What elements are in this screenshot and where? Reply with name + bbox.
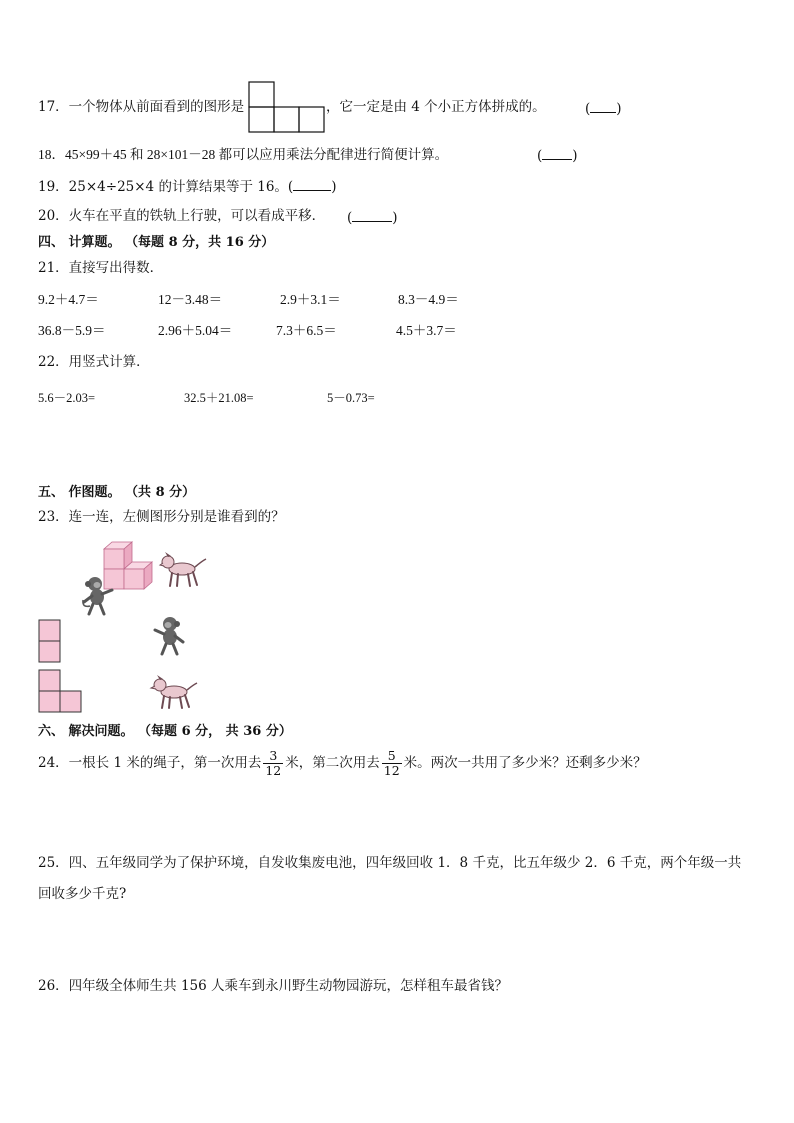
monkey-icon — [152, 616, 188, 656]
q18-answer[interactable]: ( ) — [537, 148, 578, 164]
q21-item: 12－3.48＝ — [158, 292, 223, 307]
q24-part1: 24．一根长 1 米的绳子，第一次用去 — [38, 755, 262, 771]
q20-answer-blank[interactable] — [352, 210, 392, 222]
q23-title: 23．连一连，左侧图形分别是谁看到的？ — [38, 509, 285, 525]
q17-answer[interactable]: ( ) — [585, 101, 622, 117]
question-26: 26．四年级全体师生共 156 人乘车到永川野生动物园游玩，怎样租车最省钱？ — [38, 978, 509, 994]
q22-title: 22．用竖式计算． — [38, 354, 150, 370]
q17-text-after-line — [326, 101, 546, 115]
q19-text: 19．25×4÷25×4 的计算结果等于 16。( — [38, 179, 294, 195]
section-4-title: 四、 计算题。 （每题 8 分，共 16 分） — [38, 235, 275, 250]
q25-line-1: 25．四、五年级同学为了保护环境，自发收集废电池，四年级回收 1．8 千克，比五年级少 2．6 千克，两个年级一共 — [38, 855, 742, 871]
fraction-5-12: $\frac{5}{12}$ — [383, 748, 400, 778]
section-5-title: 五、 作图题。 （共 8 分） — [38, 485, 196, 500]
q17-text-before: 17．一个物体从前面看到的图形是 — [38, 99, 245, 115]
q18-answer-blank[interactable] — [542, 148, 572, 160]
section-6-title: 六、 解决问题。 （每题 6 分， 共 36 分） — [38, 724, 292, 739]
q24-part2: 米，第二次用去 — [285, 755, 380, 771]
question-24 — [38, 746, 647, 780]
q17-text-after: ，它一定是由 4 个小正方体拼成的。 — [326, 99, 546, 115]
q22-item: 5.6－2.03= — [38, 391, 96, 405]
question-19: 19．25×4÷25×4 的计算结果等于 16。( ) — [38, 179, 337, 195]
q21-item: 8.3－4.9＝ — [398, 292, 459, 307]
view-figure-l-shape — [38, 669, 84, 713]
q18-text: 18．45×99＋45 和 28×101－28 都可以应用乘法分配律进行简便计算。 — [38, 147, 449, 162]
q20-text: 20．火车在平直的铁轨上行驶，可以看成平移． — [38, 208, 326, 224]
monkey-icon — [80, 576, 116, 616]
view-figure-column — [38, 619, 62, 663]
q17-answer-blank[interactable] — [590, 101, 616, 113]
question-18 — [38, 148, 448, 162]
q21-item: 2.96＋5.04＝ — [158, 323, 233, 338]
q21-item: 36.8－5.9＝ — [38, 323, 106, 338]
q21-item: 7.3＋6.5＝ — [276, 323, 337, 338]
q21-title: 21．直接写出得数． — [38, 260, 164, 276]
front-view-figure — [248, 81, 328, 133]
fraction-3-12: $\frac{3}{12}$ — [265, 748, 282, 778]
dog-icon — [160, 553, 208, 589]
q22-item: 32.5＋21.08= — [184, 391, 254, 405]
q25-line-2: 回收多少千克? — [38, 886, 127, 902]
dog-icon — [150, 675, 198, 711]
q21-item: 9.2＋4.7＝ — [38, 292, 99, 307]
q24-part3: 米。两次一共用了多少米？还剩多少米？ — [403, 755, 647, 771]
q20-answer[interactable]: ( ) — [347, 210, 398, 226]
q22-item: 5－0.73= — [327, 391, 375, 405]
q19-answer-blank[interactable] — [293, 179, 331, 191]
q21-item: 4.5＋3.7＝ — [396, 323, 457, 338]
question-20 — [38, 210, 325, 224]
question-17 — [38, 101, 244, 115]
q21-item: 2.9＋3.1＝ — [280, 292, 341, 307]
